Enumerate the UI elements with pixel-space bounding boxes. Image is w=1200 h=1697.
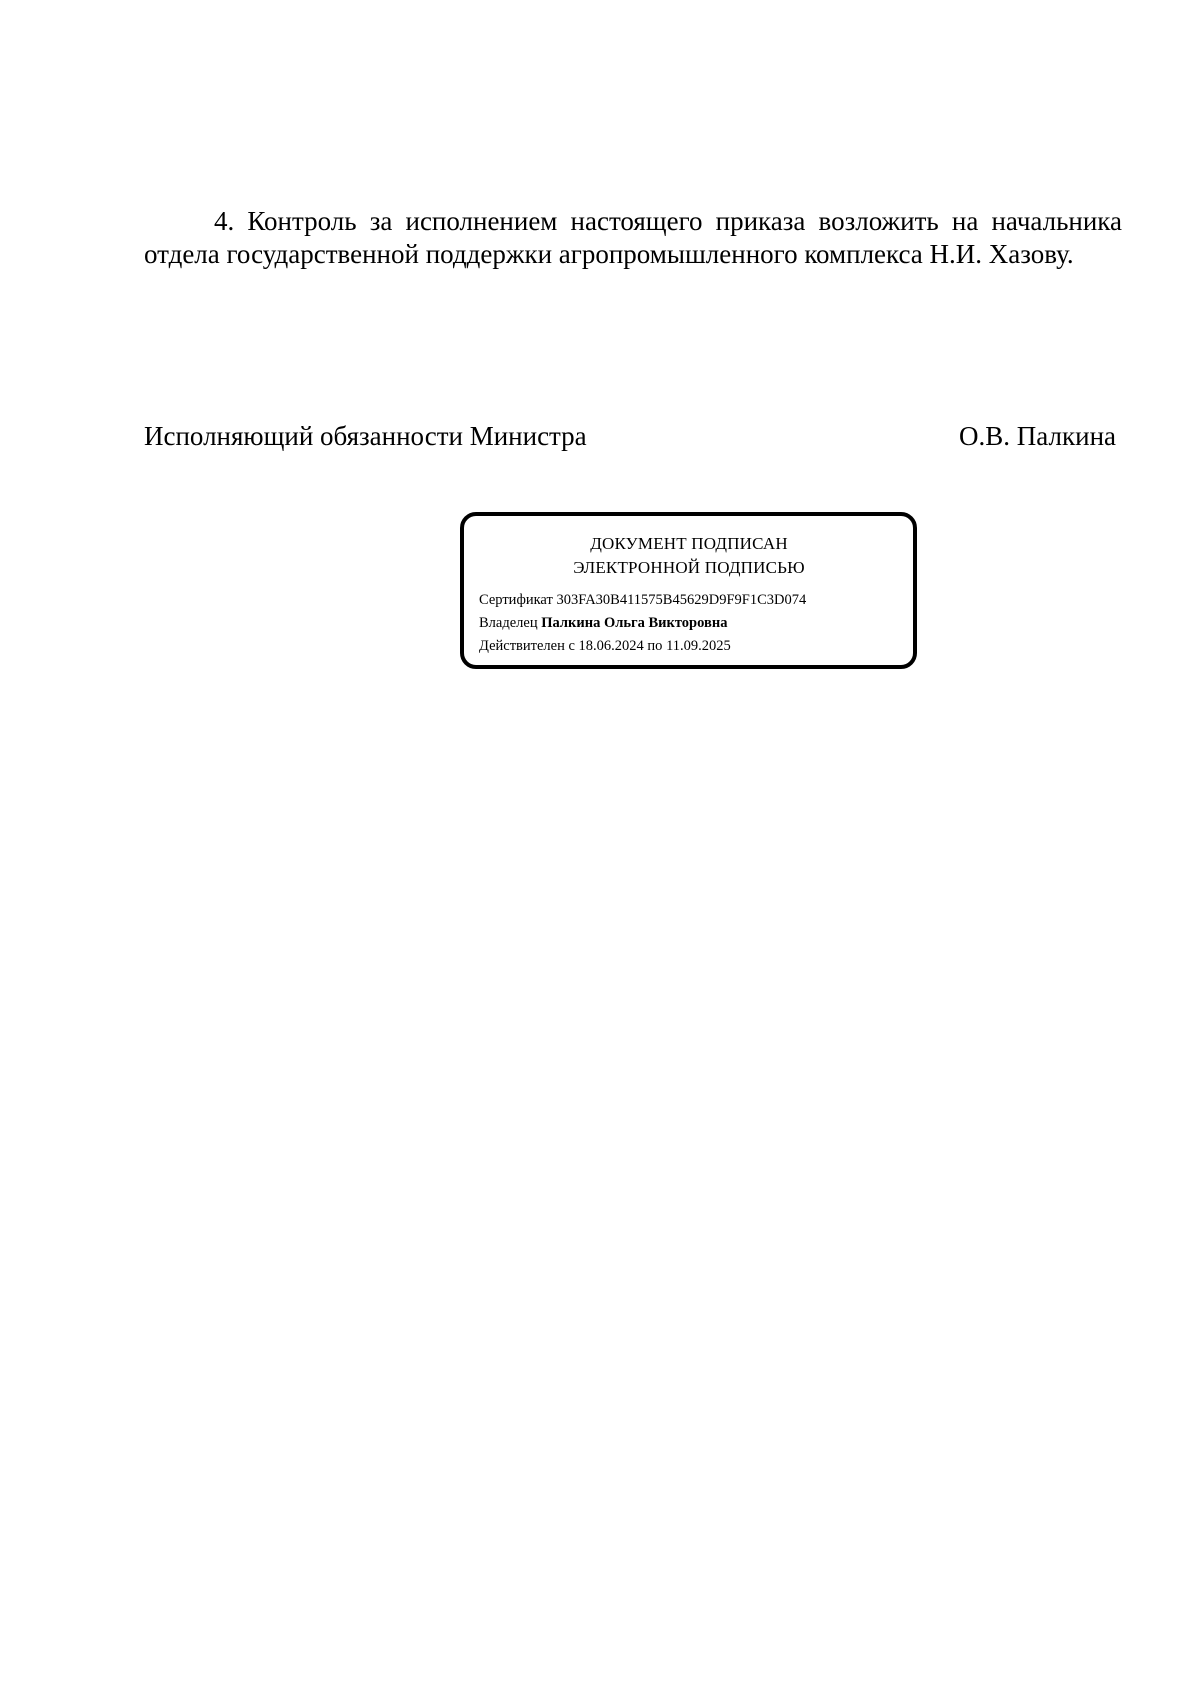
- certificate-value: 303FA30B411575B45629D9F9F1C3D074: [556, 592, 807, 608]
- valid-to-label: по: [647, 638, 663, 654]
- stamp-title: [479, 532, 899, 580]
- order-paragraph-4: 4. Контроль за исполнением настоящего приказа возложить на начальника отдела государственной поддержки агропромышленного комплекса Н.И. Хазову.: [144, 206, 1122, 269]
- valid-from: 18.06.2024: [578, 638, 644, 654]
- stamp-details: [479, 589, 899, 658]
- certificate-label: Сертификат: [479, 592, 553, 608]
- stamp-certificate-row: [479, 589, 899, 612]
- stamp-title-line-1: ДОКУМЕНТ ПОДПИСАН: [590, 534, 788, 553]
- stamp-owner-row: [479, 612, 899, 635]
- owner-label: Владелец: [479, 615, 538, 631]
- owner-value: Палкина Ольга Викторовна: [541, 615, 728, 631]
- signature-block: [144, 420, 1116, 453]
- stamp-validity-row: [479, 635, 899, 658]
- valid-to: 11.09.2025: [666, 638, 731, 654]
- signatory-name: О.В. Палкина: [959, 421, 1116, 451]
- stamp-title-line-2: ЭЛЕКТРОННОЙ ПОДПИСЬЮ: [573, 558, 805, 577]
- signatory-position: Исполняющий обязанности Министра: [144, 421, 587, 451]
- electronic-signature-stamp: [460, 512, 917, 669]
- valid-label: Действителен с: [479, 638, 575, 654]
